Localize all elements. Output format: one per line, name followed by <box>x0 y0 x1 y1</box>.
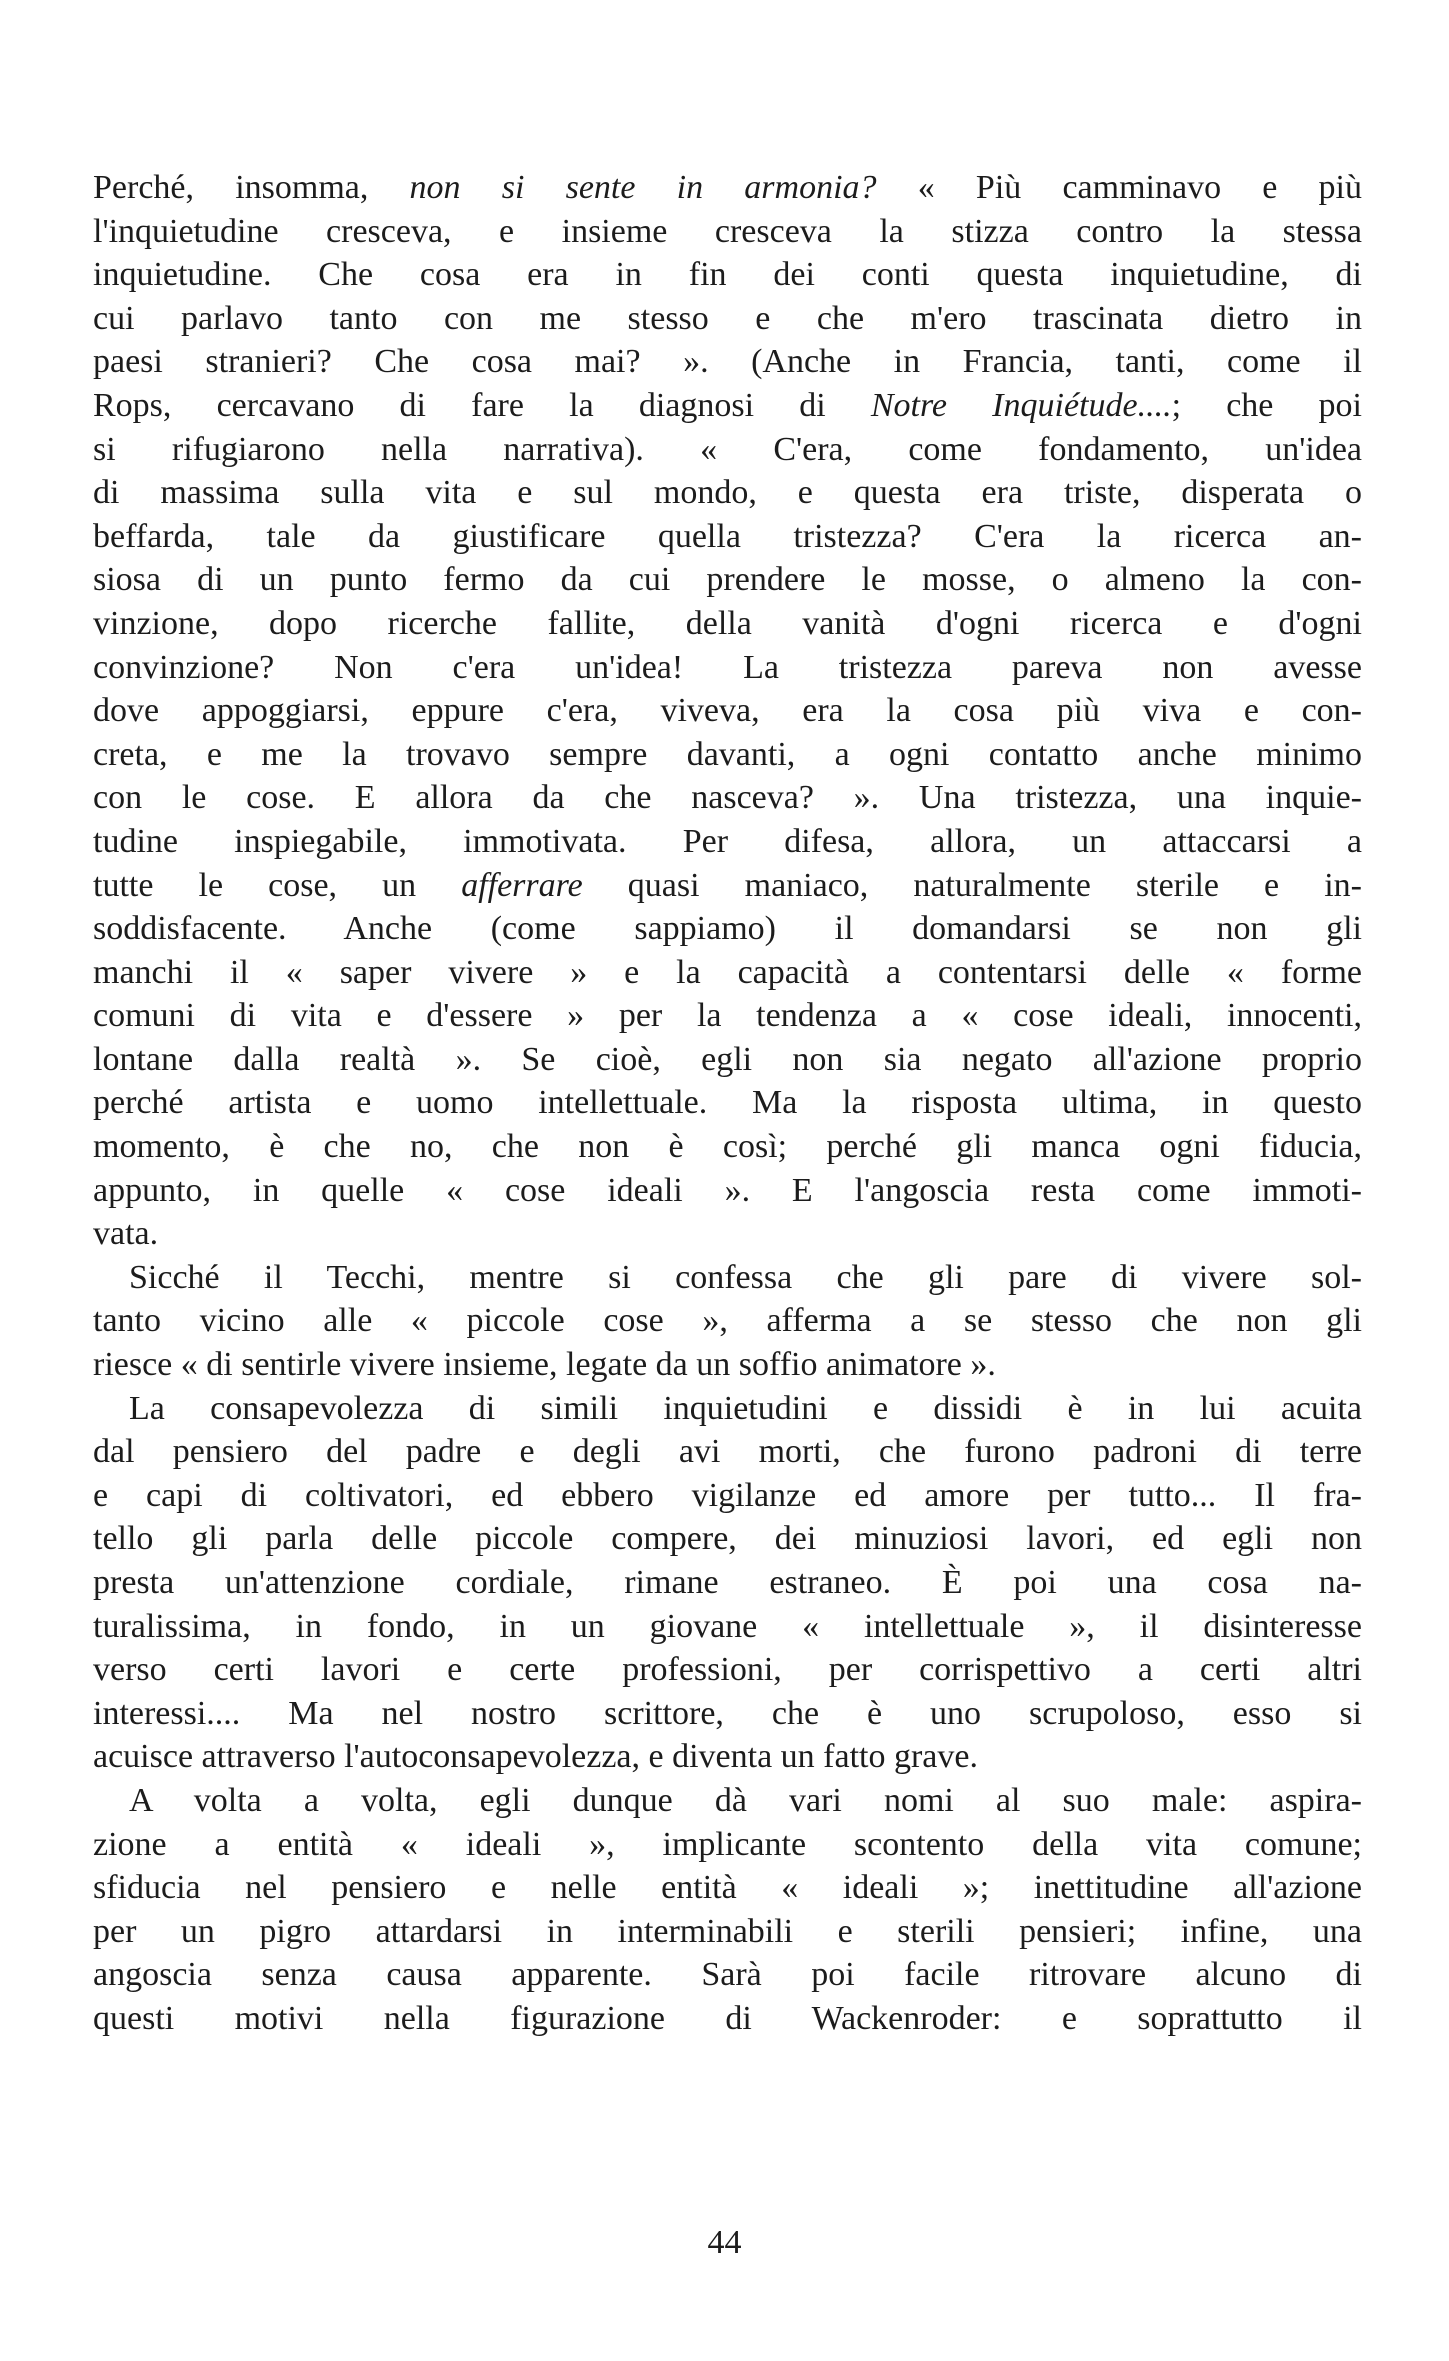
text-line <box>93 602 1362 646</box>
text-line <box>93 1125 1362 1169</box>
text-line <box>93 1866 1362 1910</box>
text-segment: Rops, cercavano di fare la diagnosi di <box>93 386 871 424</box>
text-line <box>93 776 1362 820</box>
text-line <box>93 1387 1362 1431</box>
text-segment: turalissima, in fondo, in un giovane « intellettuale », il disinteresse <box>93 1607 1362 1645</box>
text-segment: l'inquietudine cresceva, e insieme cresceva la stizza contro la stessa <box>93 212 1362 250</box>
text-segment: Perché, insomma, <box>93 169 410 206</box>
text-segment: convinzione? Non c'era un'idea! La tristezza pareva non avesse <box>93 648 1362 686</box>
text-line <box>93 1343 1362 1387</box>
text-segment: questi motivi nella figurazione di Wackenroder: e soprattutto il <box>93 1999 1362 2037</box>
text-line <box>93 1299 1362 1343</box>
text-segment: siosa di un punto fermo da cui prendere le mosse, o almeno la con- <box>93 561 1362 599</box>
text-line <box>93 340 1362 384</box>
text-segment: creta, e me la trovavo sempre davanti, a ogni contatto anche minimo <box>93 735 1362 773</box>
text-line <box>93 1779 1362 1823</box>
text-segment: per un pigro attardarsi in interminabili e sterili pensieri; infine, una <box>93 1912 1362 1950</box>
text-segment: zione a entità « ideali », implicante scontento della vita comune; <box>93 1825 1362 1863</box>
text-line <box>93 689 1362 733</box>
text-line <box>93 864 1362 908</box>
text-segment: si rifugiarono nella narrativa). « C'era, come fondamento, un'idea <box>93 430 1362 468</box>
text-line <box>93 1212 1362 1256</box>
text-segment: di massima sulla vita e sul mondo, e questa era triste, disperata o <box>93 474 1362 512</box>
text-segment: La consapevolezza di simili inquietudini e dissidi è in lui acuita <box>129 1389 1362 1427</box>
text-line <box>93 1692 1362 1736</box>
text-line <box>93 733 1362 777</box>
text-segment: tanto vicino alle « piccole cose », afferma a se stesso che non gli <box>93 1302 1362 1340</box>
text-line <box>93 558 1362 602</box>
text-line <box>93 1038 1362 1082</box>
text-segment: tutte le cose, un <box>93 866 462 904</box>
text-line <box>93 1605 1362 1649</box>
text-segment: Sicché il Tecchi, mentre si confessa che gli pare di vivere sol- <box>129 1258 1362 1296</box>
text-line <box>93 210 1362 254</box>
text-segment: manchi il « saper vivere » e la capacità a contentarsi delle « forme <box>93 953 1362 991</box>
text-line <box>93 253 1362 297</box>
text-line <box>93 166 1362 210</box>
text-line <box>93 428 1362 472</box>
body-text <box>93 166 1362 2041</box>
text-segment: paesi stranieri? Che cosa mai? ». (Anche in Francia, tanti, come il <box>93 343 1362 381</box>
text-line <box>93 1517 1362 1561</box>
text-segment: acuisce attraverso l'autoconsapevolezza, e diventa un fatto grave. <box>93 1738 978 1776</box>
text-segment: riesce « di sentirle vivere insieme, legate da un soffio animatore ». <box>93 1346 996 1384</box>
text-segment: beffarda, tale da giustificare quella tristezza? C'era la ricerca an- <box>93 517 1362 555</box>
text-line <box>93 951 1362 995</box>
italic-segment: non si sente in armonia? <box>409 169 877 206</box>
text-segment: appunto, in quelle « cose ideali ». E l'angoscia resta come immoti- <box>93 1171 1362 1209</box>
text-segment: ; che poi <box>1171 386 1362 424</box>
text-line <box>93 1561 1362 1605</box>
text-segment: tello gli parla delle piccole compere, dei minuziosi lavori, ed egli non <box>93 1520 1362 1558</box>
italic-segment: afferrare <box>461 866 583 904</box>
text-segment: vata. <box>93 1215 159 1253</box>
text-segment: lontane dalla realtà ». Se cioè, egli non sia negato all'azione proprio <box>93 1040 1362 1078</box>
text-segment: momento, è che no, che non è così; perché gli manca ogni fiducia, <box>93 1128 1362 1166</box>
text-line <box>93 1474 1362 1518</box>
text-line <box>93 384 1362 428</box>
text-segment: comuni di vita e d'essere » per la tendenza a « cose ideali, innocenti, <box>93 997 1362 1035</box>
text-segment: angoscia senza causa apparente. Sarà poi facile ritrovare alcuno di <box>93 1956 1362 1994</box>
text-line <box>93 1997 1362 2041</box>
text-line <box>93 1648 1362 1692</box>
text-line <box>93 1953 1362 1997</box>
text-line <box>93 1169 1362 1213</box>
text-line <box>93 994 1362 1038</box>
text-segment: cui parlavo tanto con me stesso e che m'ero trascinata dietro in <box>93 299 1362 337</box>
text-segment: soddisfacente. Anche (come sappiamo) il domandarsi se non gli <box>93 910 1362 948</box>
text-line <box>93 1256 1362 1300</box>
text-segment: vinzione, dopo ricerche fallite, della vanità d'ogni ricerca e d'ogni <box>93 604 1362 642</box>
text-line <box>93 907 1362 951</box>
text-line <box>93 1735 1362 1779</box>
text-segment: e capi di coltivatori, ed ebbero vigilanze ed amore per tutto... Il fra- <box>93 1476 1362 1514</box>
text-segment: perché artista e uomo intellettuale. Ma la risposta ultima, in questo <box>93 1084 1362 1122</box>
text-segment: dove appoggiarsi, eppure c'era, viveva, era la cosa più viva e con- <box>93 692 1362 730</box>
text-segment: con le cose. E allora da che nasceva? ». Una tristezza, una inquie- <box>93 779 1362 817</box>
text-line <box>93 471 1362 515</box>
text-line <box>93 1910 1362 1954</box>
text-line <box>93 1430 1362 1474</box>
page-number: 44 <box>707 2224 742 2261</box>
text-segment: interessi.... Ma nel nostro scrittore, che è uno scrupoloso, esso si <box>93 1694 1362 1732</box>
text-line <box>93 820 1362 864</box>
text-segment: sfiducia nel pensiero e nelle entità « ideali »; inettitudine all'azione <box>93 1869 1362 1907</box>
text-segment: presta un'attenzione cordiale, rimane estraneo. È poi una cosa na- <box>93 1564 1362 1601</box>
text-segment: dal pensiero del padre e degli avi morti, che furono padroni di terre <box>93 1433 1362 1471</box>
italic-segment: Notre Inquiétude.... <box>870 386 1172 424</box>
text-line <box>93 515 1362 559</box>
text-line <box>93 1823 1362 1867</box>
text-line <box>93 646 1362 690</box>
text-segment: inquietudine. Che cosa era in fin dei conti questa inquietudine, di <box>93 256 1362 294</box>
text-segment: verso certi lavori e certe professioni, per corrispettivo a certi altri <box>93 1651 1362 1689</box>
text-segment: A volta a volta, egli dunque dà vari nomi al suo male: aspira- <box>129 1781 1362 1819</box>
text-segment: « Più camminavo e più <box>876 169 1362 206</box>
text-segment: tudine inspiegabile, immotivata. Per difesa, allora, un attaccarsi a <box>93 822 1362 860</box>
text-segment: quasi maniaco, naturalmente sterile e in- <box>582 866 1362 904</box>
text-line <box>93 1081 1362 1125</box>
text-line <box>93 297 1362 341</box>
